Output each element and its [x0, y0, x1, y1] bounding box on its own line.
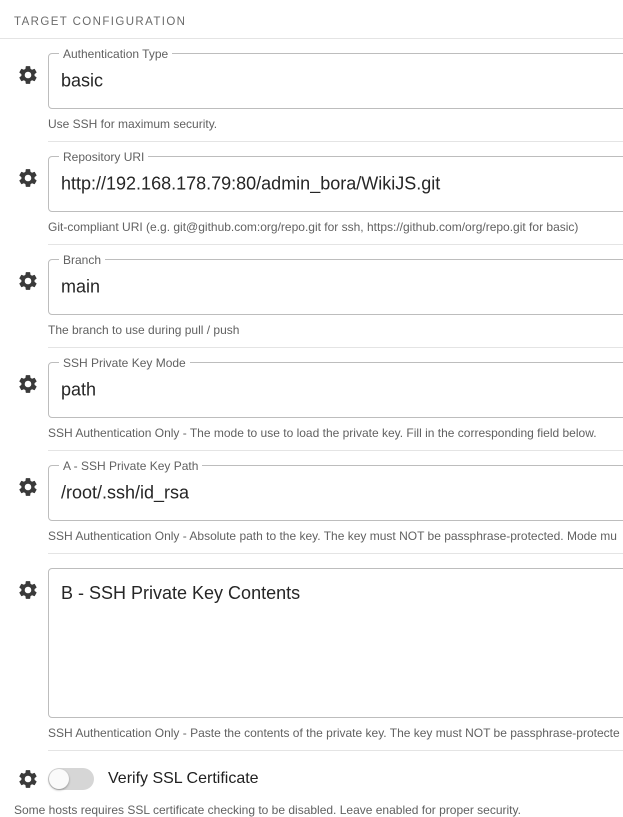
- field-row-authentication-type: [0, 39, 623, 142]
- ssh-private-key-contents-textarea[interactable]: [48, 568, 623, 718]
- ssh-private-key-path-hint: SSH Authentication Only - Absolute path to the key. The key must NOT be passphrase-protected. Mode mu: [48, 529, 617, 543]
- verify-ssl-certificate-toggle[interactable]: [48, 768, 94, 790]
- ssh-private-key-path-label: A - SSH Private Key Path: [59, 458, 202, 474]
- gear-icon: [14, 61, 42, 89]
- verify-ssl-certificate-hint: Some hosts requires SSL certificate checking to be disabled. Leave enabled for proper security.: [14, 803, 521, 817]
- ssh-private-key-contents-hint: SSH Authentication Only - Paste the contents of the private key. The key must NOT be passphrase-protecte: [48, 726, 620, 740]
- branch-input[interactable]: [48, 253, 623, 315]
- verify-ssl-certificate-label: Verify SSL Certificate: [108, 770, 259, 787]
- repository-uri-input[interactable]: [48, 150, 623, 212]
- field-wrap-ssh-private-key-mode: [42, 348, 623, 451]
- field-wrap-authentication-type: [42, 39, 623, 142]
- field-wrap-ssh-private-key-contents: [42, 554, 623, 751]
- repository-uri-hint: Git-compliant URI (e.g. git@github.com:org/repo.git for ssh, https://github.com/org/repo.git for basic): [48, 220, 579, 234]
- field-wrap-branch: [42, 245, 623, 348]
- field-row-branch: [0, 245, 623, 348]
- authentication-type-label: Authentication Type: [59, 46, 172, 62]
- repository-uri-value: http://192.168.178.79:80/admin_bora/WikiJS.git: [61, 173, 441, 194]
- field-row-ssh-private-key-path: [0, 451, 623, 554]
- verify-ssl-certificate-row[interactable]: [0, 765, 623, 793]
- gear-icon: [14, 370, 42, 398]
- branch-hint: The branch to use during pull / push: [48, 323, 240, 337]
- ssh-private-key-path-value: /root/.ssh/id_rsa: [61, 482, 190, 503]
- authentication-type-value: basic: [61, 70, 104, 91]
- gear-icon: [14, 473, 42, 501]
- ssh-private-key-mode-label: SSH Private Key Mode: [59, 355, 190, 371]
- authentication-type-hint: Use SSH for maximum security.: [48, 117, 218, 131]
- toggle-knob: [49, 769, 69, 789]
- ssh-private-key-mode-select[interactable]: [48, 356, 623, 418]
- branch-label: Branch: [59, 252, 105, 268]
- field-row-repository-uri: [0, 142, 623, 245]
- repository-uri-label: Repository URI: [59, 149, 148, 165]
- gear-icon: [14, 765, 42, 793]
- field-wrap-repository-uri: [42, 142, 623, 245]
- ssh-private-key-mode-hint: SSH Authentication Only - The mode to use to load the private key. Fill in the corresponding field below.: [48, 426, 597, 440]
- field-wrap-ssh-private-key-path: [42, 451, 623, 554]
- gear-icon: [14, 267, 42, 295]
- gear-icon: [14, 576, 42, 604]
- branch-value: main: [61, 276, 101, 297]
- ssh-private-key-path-input[interactable]: [48, 459, 623, 521]
- ssh-private-key-contents-placeholder: B - SSH Private Key Contents: [61, 583, 301, 603]
- field-row-ssh-private-key-contents: [0, 554, 623, 751]
- gear-icon: [14, 164, 42, 192]
- field-row-ssh-private-key-mode: [0, 348, 623, 451]
- ssh-private-key-mode-value: path: [61, 379, 97, 400]
- page-title: TARGET CONFIGURATION: [14, 16, 187, 28]
- authentication-type-select[interactable]: [48, 47, 623, 109]
- field-divider: [48, 750, 623, 751]
